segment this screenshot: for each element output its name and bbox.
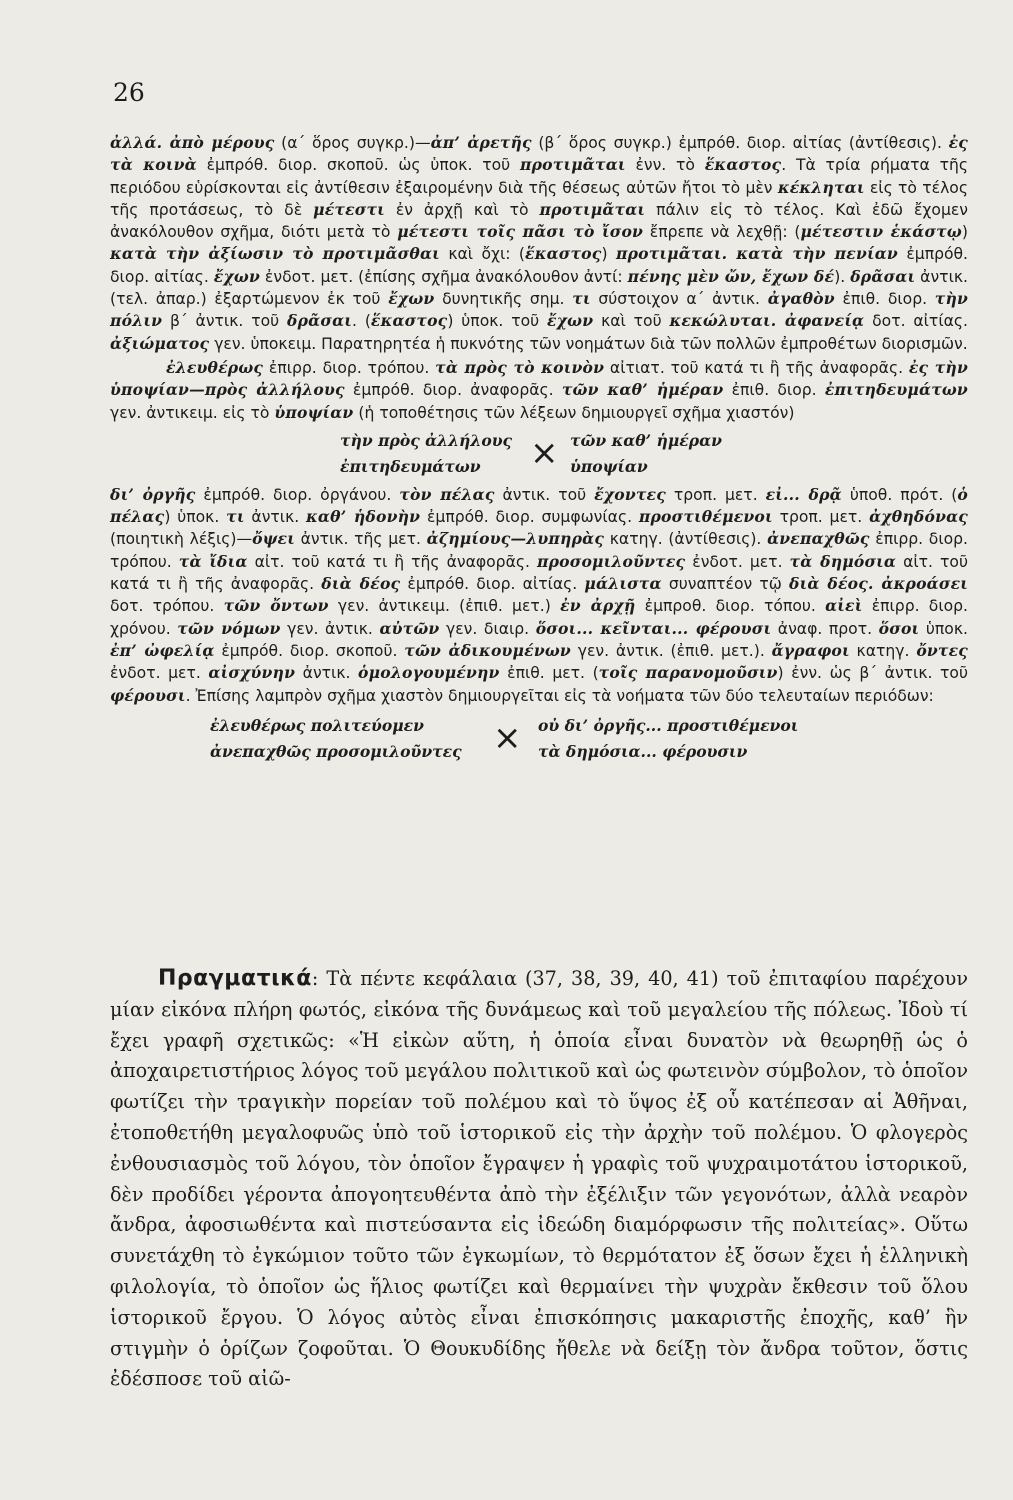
commentary-text: ἀντικ. τῆς μετ. <box>294 530 427 549</box>
commentary-text: ὑποθ. πρότ. ( <box>841 485 958 504</box>
chiasm-1-bottom-right: ὑποψίαν <box>570 456 648 476</box>
commentary-text: β΄ ἀντικ. τοῦ <box>162 312 287 331</box>
greek-term: καθ’ ἡδονὴν <box>306 507 421 527</box>
greek-term: ἔχων <box>547 311 594 331</box>
commentary-text: (α΄ ὅρος συγκρ.)— <box>274 134 431 152</box>
commentary-text: ἐπιρρ. διορ. χρόνου. <box>110 597 968 638</box>
commentary-text: ἐπιθ. μετ. ( <box>499 664 599 683</box>
commentary-text: ἐπιρρ. διορ. τρόπου. <box>263 358 436 377</box>
commentary-text: . Ἐπίσης λαμπρὸν σχῆμα χιαστὸν δημιουργεῖται εἰς τὰ νοήματα τῶν δύο τελευταίων περιόδων: <box>185 686 934 705</box>
commentary-text: δοτ. αἰτίας. <box>864 312 968 331</box>
greek-term: μάλιστα <box>584 574 662 594</box>
greek-term: ἀλλά. ἀπὸ μέρους <box>110 133 275 152</box>
page-number: 26 <box>113 78 145 107</box>
greek-term: αἰσχύνην <box>208 663 296 683</box>
commentary-text: ἐμπρόθ. διορ. σκοποῦ. <box>214 641 405 660</box>
chiasm-2-top-left: ἐλευθέρως πολιτεύομεν <box>210 715 424 735</box>
greek-term: ἔχων <box>213 266 260 286</box>
greek-term: τῶν ὄντων <box>223 596 329 616</box>
greek-term: ἐς τὴν ὑποψίαν—πρὸς ἀλλήλους <box>110 357 968 400</box>
greek-term: ἔχων <box>388 289 435 309</box>
greek-term: εἰ... δρᾷ <box>765 484 842 504</box>
greek-term: ἀγαθὸν <box>767 289 835 309</box>
commentary-text: τροπ. μετ. <box>665 485 766 504</box>
greek-term: κεκώλυται. ἀφανείᾳ <box>669 311 865 331</box>
greek-term: προστιθέμενοι <box>638 507 773 527</box>
commentary-text: ἐμπρόθ. διορ. αἰτίας. <box>110 245 969 286</box>
commentary-text: γεν. ἀντικειμ. εἰς τὸ <box>110 403 275 422</box>
commentary-text: ὑποκ. <box>919 619 968 638</box>
commentary-text: ἐπιθ. διορ. <box>723 381 825 400</box>
greek-term: μέτεστιν ἑκάστῳ <box>800 222 962 242</box>
greek-term: ἕκαστος <box>370 311 448 331</box>
greek-term: μέτεστι <box>313 199 385 219</box>
commentary-text: τροπ. μετ. <box>772 508 870 527</box>
greek-term: ἀζημίους—λυπηρὰς <box>426 529 605 549</box>
greek-term: ἀνεπαχθῶς <box>767 529 870 549</box>
commentary-text: εἰς τὸ τέλος τῆς προτάσεως, τὸ δὲ <box>110 178 969 219</box>
commentary-text: δυνητικῆς σημ. <box>434 290 573 309</box>
greek-term: ὅσοι... κεῖνται... φέρουσι <box>535 618 772 638</box>
commentary-text: ἐμπρόθ. διορ. συμφωνίας. <box>420 508 639 527</box>
commentary-text: γεν. ἀντικειμ. (ἐπιθ. μετ.) <box>328 597 561 616</box>
greek-term: τὸν πέλας <box>399 484 495 504</box>
commentary-text: ἐμπρόθ. διορ. ὀργάνου. <box>195 485 400 504</box>
commentary-text: ἐμπροθ. διορ. τόπου. <box>635 597 826 616</box>
greek-term: τῶν καθ’ ἡμέραν <box>561 380 724 400</box>
commentary-text: ἀντικ. <box>244 508 307 527</box>
commentary-text: αἰτ. τοῦ κατά τι ἢ τῆς ἀναφορᾶς. <box>247 552 537 571</box>
chiasm-2-top-right: οὐ δι’ ὀργῆς... προστιθέμενοι <box>538 715 799 735</box>
greek-term: διὰ δέος <box>321 574 401 594</box>
commentary-text: γεν. ἀντικ. (ἐπιθ. μετ.). <box>570 641 772 660</box>
commentary-text: ἐνν. τὸ <box>625 156 705 175</box>
greek-term: ἀπ’ ἀρετῆς <box>430 133 532 152</box>
commentary-text: ἐπιρρ. διορ. τρόπου. <box>110 530 969 571</box>
greek-term: τῶν νόμων <box>177 618 281 638</box>
greek-term: αὐτῶν <box>379 618 440 638</box>
greek-term: ἐν ἀρχῇ <box>560 596 636 616</box>
commentary-text: ) ὑποκ. τοῦ <box>447 312 548 331</box>
commentary-text: . ( <box>352 312 371 331</box>
section-heading: Πραγματικά <box>158 966 312 991</box>
greek-term: τὴν πόλιν <box>110 289 969 331</box>
greek-term: κέκληται <box>777 177 865 197</box>
greek-term: τῶν ἀδικουμένων <box>404 640 571 660</box>
chiasm-2-bottom-right: τὰ δημόσια... φέρουσιν <box>538 741 748 761</box>
commentary-text: ἐμπρόθ. διορ. σκοποῦ. ὡς ὑποκ. τοῦ <box>196 156 520 175</box>
commentary-text: αἰτ. τοῦ κατά τι ἢ τῆς ἀναφορᾶς. <box>110 552 968 594</box>
note-paragraph-3 <box>110 484 968 707</box>
greek-term: ἕκαστος <box>525 244 602 264</box>
greek-term: ἐς τὰ κοινὰ <box>110 133 968 175</box>
chiasm-1-top-left: τὴν πρὸς ἀλλήλους <box>340 430 513 450</box>
greek-term: ὅσοι <box>878 618 920 638</box>
greek-term: ἐπ’ ὠφελίᾳ <box>110 640 215 660</box>
greek-term: τὰ δημόσια <box>789 551 897 571</box>
chiasm-diagram-2 <box>210 715 910 763</box>
commentary-text: γεν. ὑποκειμ. Παρατηρητέα ἡ πυκνότης τῶν νοημάτων διὰ τῶν πολλῶν ἐμπροθέτων διορισμῶν. <box>209 334 968 353</box>
commentary-text: ἀναφ. προτ. <box>771 619 879 638</box>
greek-term: προσομιλοῦντες <box>536 551 686 571</box>
greek-term: τι <box>572 289 591 309</box>
commentary-text: καὶ ὄχι: ( <box>439 245 526 264</box>
greek-term: προτιμᾶται <box>519 155 626 175</box>
greek-term: φέρουσι <box>110 685 186 705</box>
commentary-text: ἐπιθ. διορ. <box>834 290 935 309</box>
greek-term: ἕκαστος <box>704 155 782 175</box>
commentary-text: ἐνδοτ. μετ. <box>685 552 790 571</box>
commentary-text: κατηγ. (ἀντίθεσις). <box>604 530 768 549</box>
greek-term: μέτεστι τοῖς πᾶσι τὸ ἴσον <box>397 222 644 242</box>
greek-term: δι’ ὀργῆς <box>110 484 196 504</box>
main-paragraph-text: : Τὰ πέντε κεφάλαια (37, 38, 39, 40, 41) τοῦ ἐπιταφίου παρέχουν μίαν εἰκόνα πλήρη φωτός, εἰκόνα τῆς δυνάμεως καὶ τοῦ μεγαλείου τῆς πόλεως. Ἰδοὺ τί ἔχει γραφῆ σχετικῶς: «Ἡ εἰκὼν αὕτη, ἡ ὁποία εἶναι δυνατὸν νὰ θεωρηθῇ ὡς ὁ ἀποχαιρετιστήριος λόγος τοῦ μεγάλου πολιτικοῦ καὶ ὡς φωτεινὸν σύμβολον, τὸ ὁποῖον φωτίζει τὴν τραγικὴν πορείαν τοῦ πολέμου καὶ τὸ ὕψος ἐξ οὗ κατέπεσαν αἱ Ἀθῆναι, ἐτοποθετήθη μεγαλοφυῶς ὑπὸ τοῦ ἱστορικοῦ εἰς τὴν ἀρχὴν τοῦ πολέμου. Ὁ φλογερὸς ἐνθουσιασμὸς τοῦ λόγου, τὸν ὁποῖον ἔγραψεν ἡ γραφὶς τοῦ ψυχραιμοτάτου ἱστορικοῦ, δὲν προδίδει γέροντα ἀπογοητευθέντα ἀπὸ τὴν ἐξέλιξιν τῶν γεγονότων, ἀλλὰ νεαρὸν ἄνδρα, ἀφοσιωθέντα καὶ πιστεύσαντα εἰς ἰδεώδη διαμόρφωσιν τῆς πολιτείας». Οὕτω συνετάχθη τὸ ἐγκώμιον τοῦτο τῶν ἐγκωμίων, τὸ θερμότατον ἐξ ὅσων ἔχει ἡ ἑλληνικὴ φιλολογία, τὸ ὁποῖον ὡς ἥλιος φωτίζει καὶ θερμαίνει τὴν ψυχρὰν ἔκθεσιν τοῦ ὅλου ἱστορικοῦ ἔργου. Ὁ λόγος αὐτὸς εἶναι ἐπισκόπησις μακαριστῆς ἐποχῆς, καθ’ ἣν στιγμὴν ὁ ὁρίζων ζοφοῦται. Ὁ Θουκυδίδης ἤθελε νὰ δείξῃ τὸν ἄνδρα τοῦτον, ὅστις ἐδέσποσε τοῦ αἰῶ- <box>110 967 968 1391</box>
greek-term: ἀξιώματος <box>110 333 210 353</box>
commentary-text: ) ἐνν. ὡς β΄ ἀντικ. τοῦ <box>777 664 968 683</box>
commentary-text: καὶ τοῦ <box>593 312 670 331</box>
greek-term: ὁμολογουμένην <box>358 663 500 683</box>
greek-term: ὄντες <box>916 640 968 660</box>
commentary-notes <box>110 132 968 769</box>
commentary-text: ἐμπρόθ. διορ. ἀναφορᾶς. <box>344 381 562 400</box>
chiasm-2-bottom-left: ἀνεπαχθῶς προσομιλοῦντες <box>210 741 462 761</box>
commentary-text: γεν. ἀντικ. <box>280 619 380 638</box>
main-paragraph <box>110 964 968 1395</box>
commentary-text: (β΄ ὅρος συγκρ.) ἐμπρόθ. διορ. αἰτίας (ἀντίθεσις). <box>531 134 949 152</box>
commentary-text: ) ὑποκ. <box>164 508 227 527</box>
commentary-text: κατηγ. <box>849 641 917 660</box>
greek-term: ὑποψίαν <box>274 402 354 422</box>
greek-term: τι <box>226 507 245 527</box>
commentary-text: (ποιητικὴ λέξις)— <box>110 530 253 549</box>
greek-term: διὰ δέος. ἀκροάσει <box>789 574 968 594</box>
chiasm-1-top-right: τῶν καθ’ ἡμέραν <box>570 430 722 450</box>
commentary-text: γεν. διαιρ. <box>439 619 536 638</box>
greek-term: ὁ πέλας <box>110 484 969 527</box>
greek-term: δρᾶσαι <box>850 266 916 286</box>
greek-term: ὄψει <box>252 529 295 549</box>
commentary-text: ) <box>961 223 968 242</box>
greek-term: πένης μὲν ὤν, ἔχων δέ <box>627 266 835 286</box>
main-text <box>110 964 968 1395</box>
commentary-text: ἐνδοτ. μετ. (ἐπίσης σχῆμα ἀνακόλουθον ἀντί: <box>259 267 628 286</box>
commentary-text: ἐν ἀρχῇ καὶ τὸ <box>384 200 540 219</box>
commentary-text: . Τὰ τρία ρήματα τῆς περιόδου εὑρίσκονται εἰς ἀντίθεσιν ἐξαιρομένην διὰ τῆς θέσεως αὐτῶν ἤτοι τὸ μὲν <box>110 156 969 197</box>
greek-term: κατὰ τὴν ἀξίωσιν τὸ προτιμᾶσθαι <box>110 244 440 264</box>
greek-term: ἀχθηδόνας <box>869 507 968 527</box>
commentary-text: δοτ. τρόπου. <box>110 597 224 616</box>
greek-term: ἐπιτηδευμάτων <box>824 380 968 400</box>
greek-term: προτιμᾶται <box>539 199 646 219</box>
greek-term: ἔχοντες <box>594 484 666 504</box>
greek-term: τοῖς παρανομοῦσιν <box>598 663 778 683</box>
greek-term: αἰεὶ <box>825 596 863 616</box>
commentary-text: ἔπρεπε νὰ λεχθῇ: ( <box>643 223 801 242</box>
greek-term: ἄγραφοι <box>771 640 850 660</box>
commentary-text: πάλιν εἰς τὸ τέλος. Καὶ ἐδῶ ἔχομεν ἀνακόλουθον σχῆμα, διότι μετὰ τὸ <box>110 200 969 242</box>
commentary-text: (ἡ τοποθέτησις τῶν λέξεων δημιουργεῖ σχῆμα χιαστόν) <box>353 403 795 422</box>
greek-term: τὰ πρὸς τὸ κοινὸν <box>435 357 605 377</box>
commentary-text: ). <box>834 267 851 286</box>
chiasm-1-cross: × <box>530 432 559 473</box>
commentary-text: ἐνδοτ. μετ. <box>110 664 209 683</box>
commentary-text: σύστοιχον α΄ ἀντικ. <box>590 290 768 309</box>
commentary-text: ἀντικ. (τελ. ἀπαρ.) ἐξαρτώμενον ἐκ τοῦ <box>110 267 968 309</box>
chiasm-1-bottom-left: ἐπιτηδευμάτων <box>340 456 481 476</box>
greek-term: ἐλευθέρως <box>166 357 264 377</box>
note-paragraph-2 <box>110 357 968 424</box>
greek-term: δρᾶσαι <box>287 311 353 331</box>
commentary-text: ) <box>601 245 616 264</box>
commentary-text: ἐμπρόθ. διορ. αἰτίας. <box>400 575 585 594</box>
greek-term: τὰ ἴδια <box>178 551 248 571</box>
commentary-text: αἰτιατ. τοῦ κατά τι ἢ τῆς ἀναφορᾶς. <box>604 358 909 377</box>
commentary-text: συναπτέον τῷ <box>661 575 789 594</box>
commentary-text: ἀντικ. <box>295 664 359 683</box>
greek-term: προτιμᾶται. κατὰ τὴν πενίαν <box>615 244 898 264</box>
chiasm-2-cross: × <box>493 717 522 758</box>
note-paragraph-1 <box>110 132 968 355</box>
chiasm-diagram-1 <box>340 430 900 478</box>
commentary-text: ἀντικ. τοῦ <box>494 485 595 504</box>
